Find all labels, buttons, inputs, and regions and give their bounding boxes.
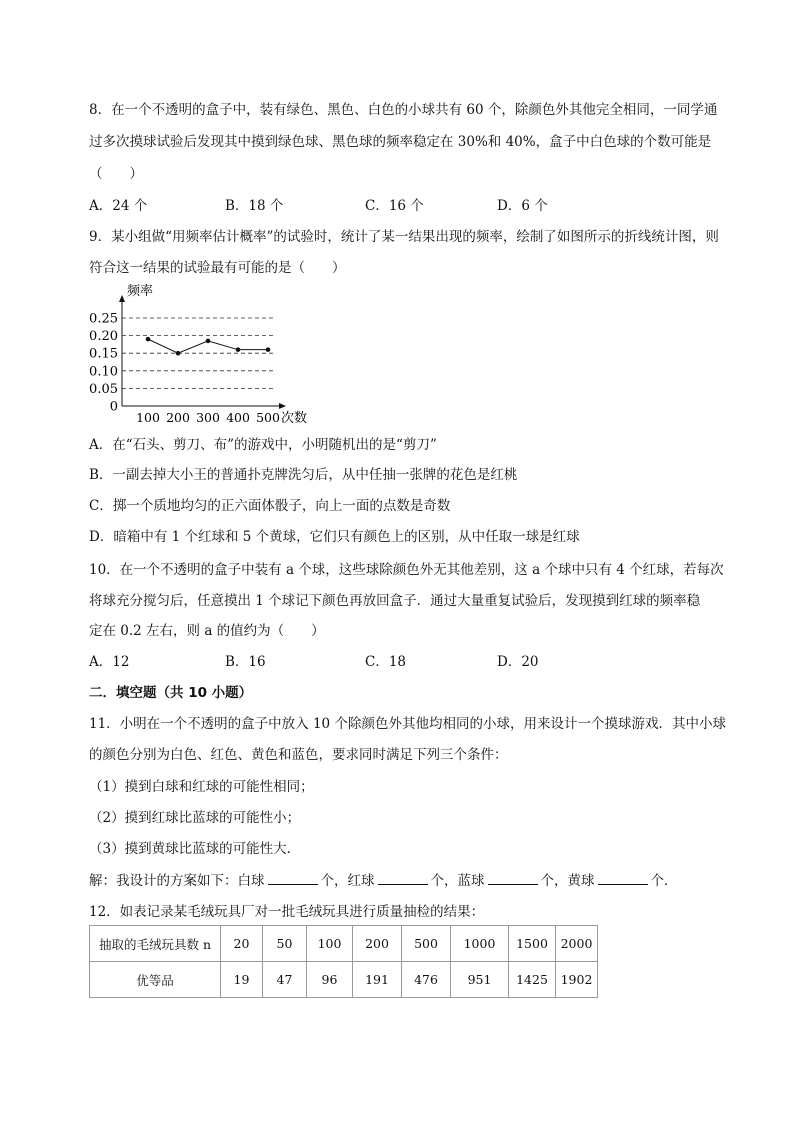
table-cell: 47 [263, 962, 307, 998]
chart-x-tick-label: 300 [196, 410, 220, 425]
answer-blank-white[interactable] [268, 871, 318, 885]
chart-x-tick-label: 400 [226, 410, 250, 425]
chart-point [176, 351, 181, 356]
chart-y-tick-label: 0 [109, 399, 118, 415]
q8-line-2: 过多次摸球试验后发现其中摸到绿色球、黑色球的频率稳定在 30%和 40%，盒子中白色球的个数可能是 [89, 134, 712, 150]
chart-y-tick-label: 0.20 [89, 329, 118, 345]
q11-condition-3: （3）摸到黄球比蓝球的可能性大． [89, 841, 301, 857]
q10-option-a: A．12 [89, 654, 130, 670]
table-cell: 50 [263, 926, 307, 962]
chart-y-tick-labels [89, 312, 118, 415]
answer-blank-blue[interactable] [488, 871, 538, 885]
q10-option-b: B．16 [225, 654, 266, 670]
frequency-line-chart [85, 282, 325, 430]
chart-x-tick-labels [136, 410, 280, 425]
answer-blank-yellow[interactable] [598, 871, 648, 885]
q9-option-d: D．暗箱中有 1 个红球和 5 个黄球，它们只有颜色上的区别，从中任取一球是红球 [89, 529, 580, 545]
chart-point [146, 337, 151, 342]
q8-line-3: （ ） [89, 166, 143, 182]
chart-y-tick-label: 0.05 [89, 381, 118, 397]
q8-option-c: C．16 个 [365, 198, 424, 214]
chart-x-axis-label: 次数 [281, 411, 308, 426]
section-2-title: 二．填空题（共 10 小题） [89, 685, 253, 701]
q10-option-c: C．18 [365, 654, 407, 670]
q11-line-2: 的颜色分别为白色、红色、黄色和蓝色，要求同时满足下列三个条件： [89, 747, 508, 763]
table-header-cell: 优等品 [90, 962, 221, 998]
chart-x-tick-label: 500 [256, 410, 280, 425]
q12-line-1: 12．如表记录某毛绒玩具厂对一批毛绒玩具进行质量抽检的结果： [89, 904, 485, 920]
table-row [90, 962, 598, 998]
q11-line-1: 11．小明在一个不透明的盒子中放入 10 个除颜色外其他均相同的小球，用来设计一个摸球游戏．其中小球 [89, 716, 726, 732]
q10-option-d: D．20 [497, 654, 539, 670]
table-cell: 1902 [556, 962, 598, 998]
table-cell: 2000 [556, 926, 598, 962]
chart-x-axis-arrow [279, 403, 286, 409]
chart-point [206, 339, 211, 344]
q8-option-a: A．24 个 [89, 198, 148, 214]
q9-option-b: B．一副去掉大小王的普通扑克牌洗匀后，从中任抽一张牌的花色是红桃 [89, 467, 518, 483]
q10-line-2: 将球充分搅匀后，任意摸出 1 个球记下颜色再放回盒子．通过大量重复试验后，发现摸到红球的频率稳 [89, 593, 701, 609]
chart-x-tick-label: 100 [136, 410, 160, 425]
chart-point [236, 347, 241, 352]
table-cell: 500 [402, 926, 451, 962]
table-cell: 100 [307, 926, 353, 962]
table-cell: 200 [353, 926, 402, 962]
chart-gridlines [122, 318, 275, 388]
q8-line-1: 8．在一个不透明的盒子中，装有绿色、黑色、白色的小球共有 60 个，除颜色外其他完全相同，一同学通 [89, 102, 718, 118]
table-cell: 1500 [509, 926, 556, 962]
table-cell: 951 [451, 962, 509, 998]
q11-solution-yellow: 个，黄球 [540, 873, 595, 889]
q9-option-c: C．掷一个质地均匀的正六面体骰子，向上一面的点数是奇数 [89, 498, 451, 514]
q10-line-3: 定在 0.2 左右，则 a 的值约为（ ） [89, 623, 325, 639]
chart-y-tick-label: 0.10 [89, 364, 118, 380]
q11-condition-2: （2）摸到红球比蓝球的可能性小； [89, 810, 301, 826]
table-cell: 20 [221, 926, 263, 962]
chart-point [266, 347, 271, 352]
q11-solution [89, 871, 678, 890]
q8-option-b: B．18 个 [225, 198, 284, 214]
q9-line-2: 符合这一结果的试验最有可能的是（ ） [89, 260, 346, 276]
chart-axes [119, 295, 286, 409]
q11-condition-1: （1）摸到白球和红球的可能性相同； [89, 779, 314, 795]
q11-solution-red: 个，红球 [320, 873, 375, 889]
table-cell: 1425 [509, 962, 556, 998]
table-cell: 476 [402, 962, 451, 998]
answer-blank-red[interactable] [378, 871, 428, 885]
q11-solution-blue: 个，蓝球 [430, 873, 485, 889]
chart-y-axis-label: 频率 [127, 284, 154, 299]
table-cell: 1000 [451, 926, 509, 962]
table-header-cell: 抽取的毛绒玩具数 n [90, 926, 221, 962]
quality-inspection-table [89, 925, 598, 998]
q9-line-1: 9．某小组做“用频率估计概率”的试验时，统计了某一结果出现的频率，绘制了如图所示的折线统计图，则 [89, 229, 719, 245]
table-row [90, 926, 598, 962]
chart-points [146, 337, 271, 356]
chart-x-tick-label: 200 [166, 410, 190, 425]
chart-y-tick-label: 0.15 [89, 346, 118, 362]
q10-line-1: 10．在一个不透明的盒子中装有 a 个球，这些球除颜色外无其他差别，这 a 个球中只有 4 个红球，若每次 [89, 562, 724, 578]
table-cell: 19 [221, 962, 263, 998]
chart-y-axis-arrow [119, 295, 125, 302]
q11-solution-end: 个． [650, 873, 678, 889]
chart-y-tick-label: 0.25 [89, 311, 118, 327]
q9-option-a: A．在“石头、剪刀、布”的游戏中，小明随机出的是“剪刀” [89, 437, 437, 453]
table-cell: 191 [353, 962, 402, 998]
table-cell: 96 [307, 962, 353, 998]
q8-option-d: D．6 个 [497, 198, 548, 214]
q11-solution-prefix: 解：我设计的方案如下：白球 [89, 873, 265, 889]
